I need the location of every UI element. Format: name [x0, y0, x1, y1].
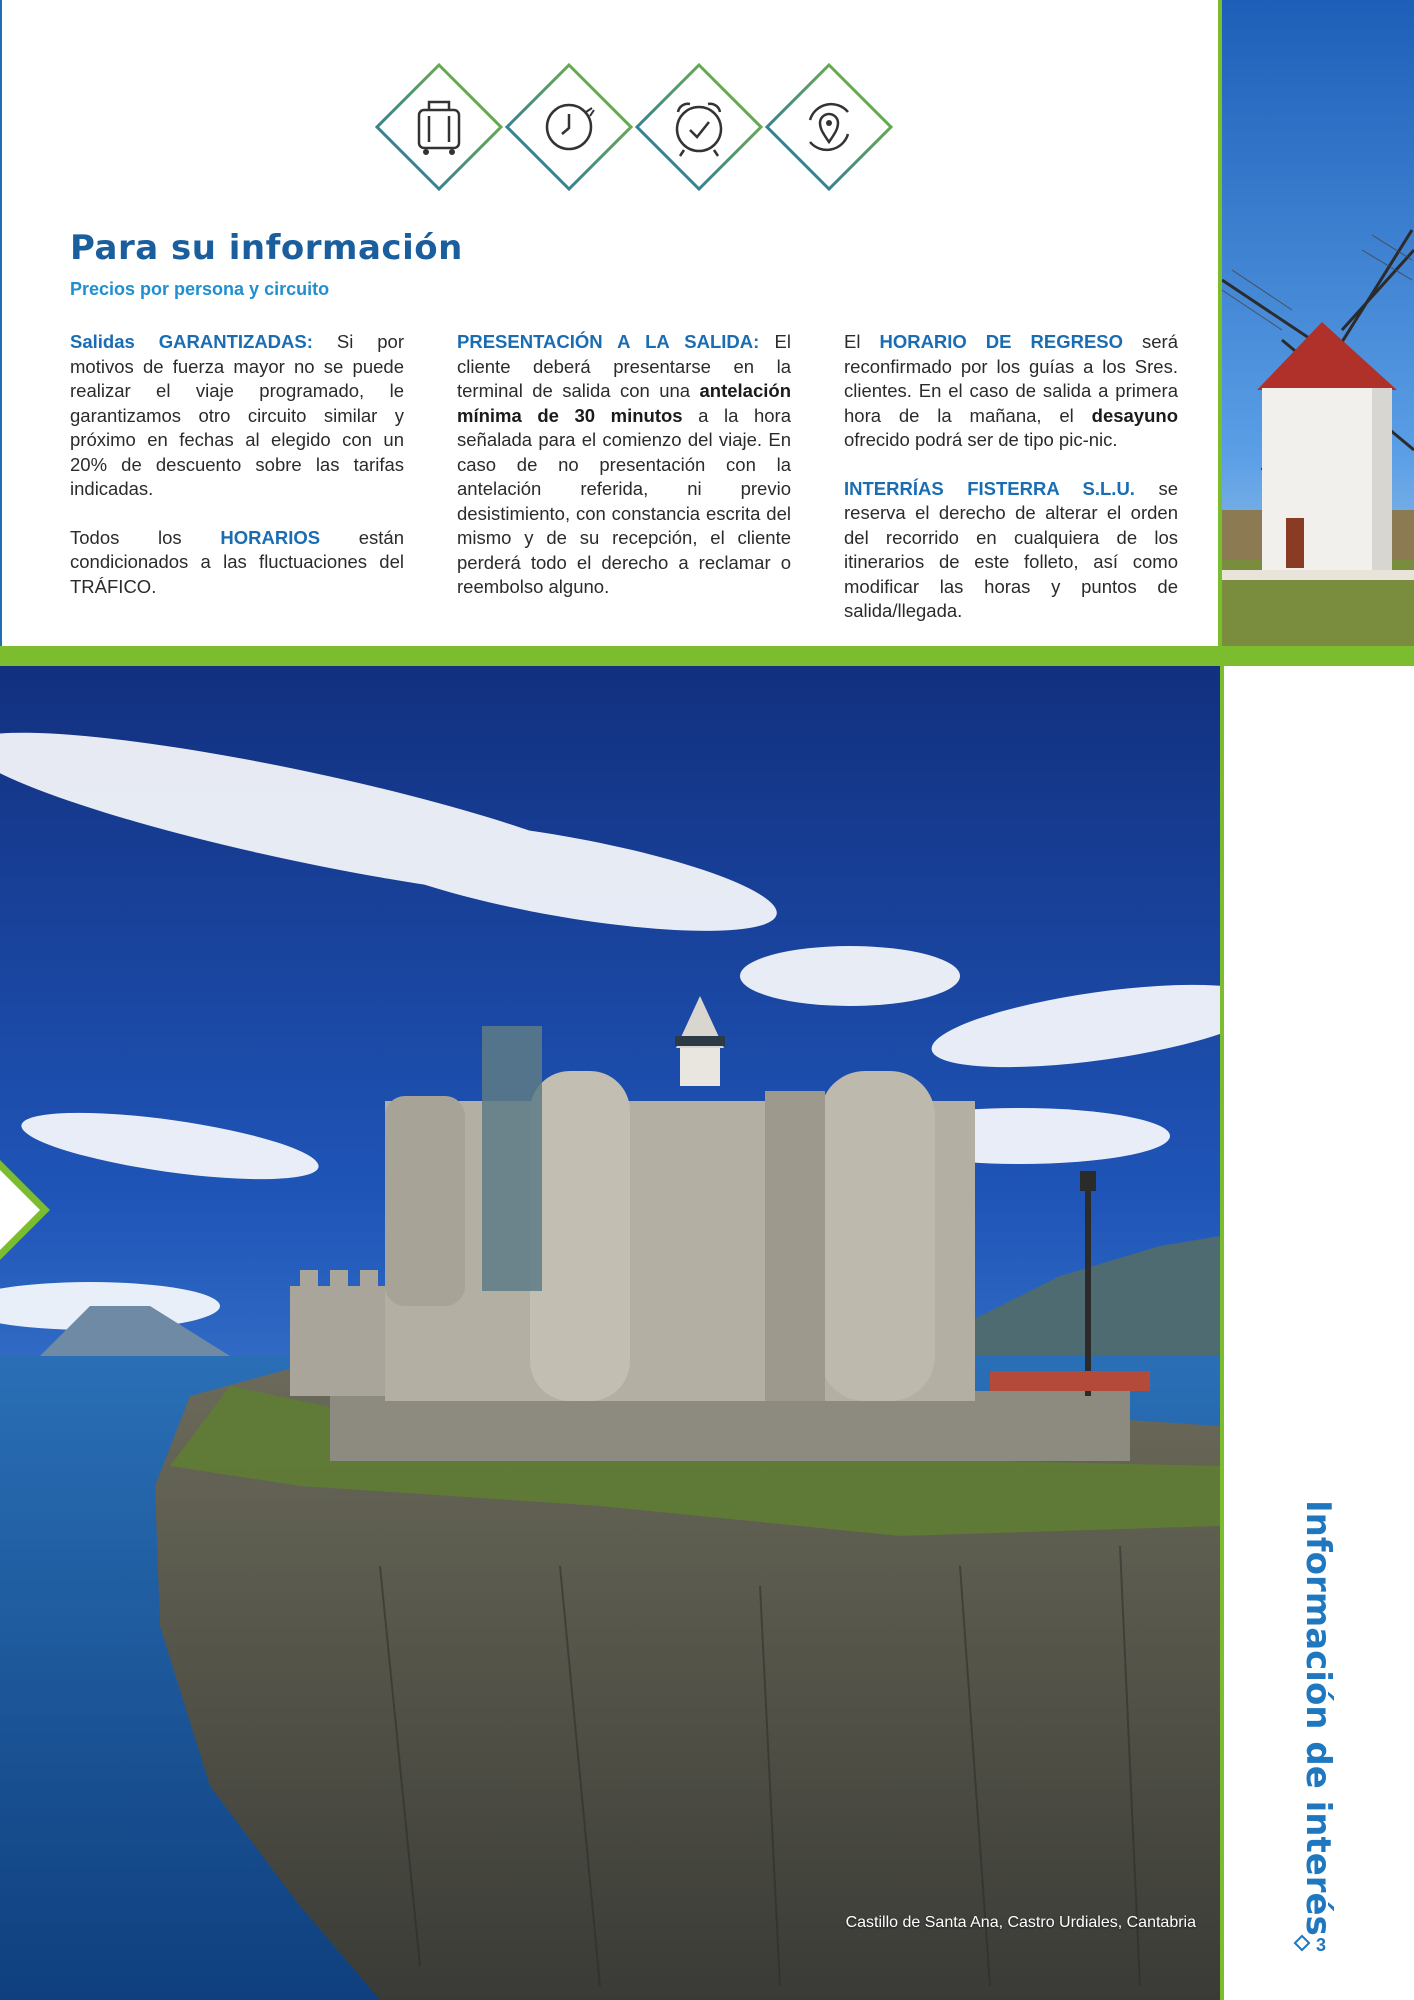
info-column-2 — [457, 330, 791, 624]
alarm-clock-icon — [634, 62, 764, 192]
diamond-bullet-icon — [1294, 1935, 1311, 1952]
section-title-vertical: Información de interés — [1298, 1500, 1338, 1936]
icon-row — [374, 56, 904, 196]
return-schedule-label: HORARIO DE REGRESO — [879, 331, 1124, 352]
castle-photo — [0, 666, 1220, 2000]
guaranteed-departures-label: Salidas GARANTIZADAS: — [70, 331, 313, 352]
schedules-text-b: están condicionados a las fluctuaciones del TRÁFICO. — [70, 526, 404, 597]
departure-presentation-label: PRESENTACIÓN A LA SALIDA: — [457, 331, 760, 352]
clock-icon — [504, 62, 634, 192]
schedules-paragraph — [70, 526, 404, 600]
guaranteed-departures-paragraph — [70, 330, 404, 502]
divider-vertical — [1218, 0, 1222, 666]
info-panel — [0, 0, 1220, 646]
info-column-3 — [844, 330, 1178, 648]
departure-text-a: El cliente deberá presentarse en la terminal de salida con una — [457, 331, 791, 401]
arrow-marker-icon — [0, 1160, 50, 1260]
location-pin-icon — [764, 62, 894, 192]
windmill-photo — [1222, 0, 1414, 646]
company-name: INTERRÍAS FISTERRA S.L.U. — [844, 477, 1135, 499]
divider-horizontal — [0, 646, 1414, 666]
schedules-text-a: Todos los — [70, 526, 221, 548]
page-title: Para su información — [70, 228, 463, 268]
company-rights-paragraph — [844, 477, 1178, 624]
luggage-icon — [374, 62, 504, 192]
return-text-b: será reconfirmado por los guías a los Sres. clientes. En el caso de salida a primera hora de la mañana, el — [844, 331, 1178, 426]
page-number-value: 3 — [1316, 1935, 1327, 1955]
breakfast-text: desayuno — [1091, 404, 1178, 426]
company-rights-text: se reserva el derecho de alterar el orden del recorrido en cualquiera de los itinerarios de este folleto, así como modificar las horas y puntos de salida/llegada. — [844, 477, 1178, 621]
departure-presentation-paragraph — [457, 330, 791, 600]
page-subtitle: Precios por persona y circuito — [70, 279, 330, 299]
page-number — [1296, 1935, 1326, 1956]
departure-text-b: a la hora señalada para el comienzo del viaje. En caso de no presentación con la antelación referida, ni previo desistimiento, con constancia escrita del mismo y de su recepción, el cliente perderá todo el derecho a reclamar o reembolso alguno. — [457, 404, 791, 597]
return-text-a: El — [844, 331, 880, 352]
return-text-c: ofrecido podrá ser de tipo pic-nic. — [844, 429, 1118, 450]
info-column-1 — [70, 330, 404, 623]
schedules-label: HORARIOS — [220, 526, 321, 548]
return-schedule-paragraph — [844, 330, 1178, 453]
guaranteed-departures-text: Si por motivos de fuerza mayor no se puede realizar el viaje programado, le garantizamos otro circuito similar y próximo en fechas al elegido con un 20% de descuento sobre las tarifas indicadas. — [70, 331, 405, 499]
minimum-notice-text: antelación mínima de 30 minutos — [457, 380, 791, 426]
photo-caption: Castillo de Santa Ana, Castro Urdiales, Cantabria — [845, 1914, 1196, 1931]
